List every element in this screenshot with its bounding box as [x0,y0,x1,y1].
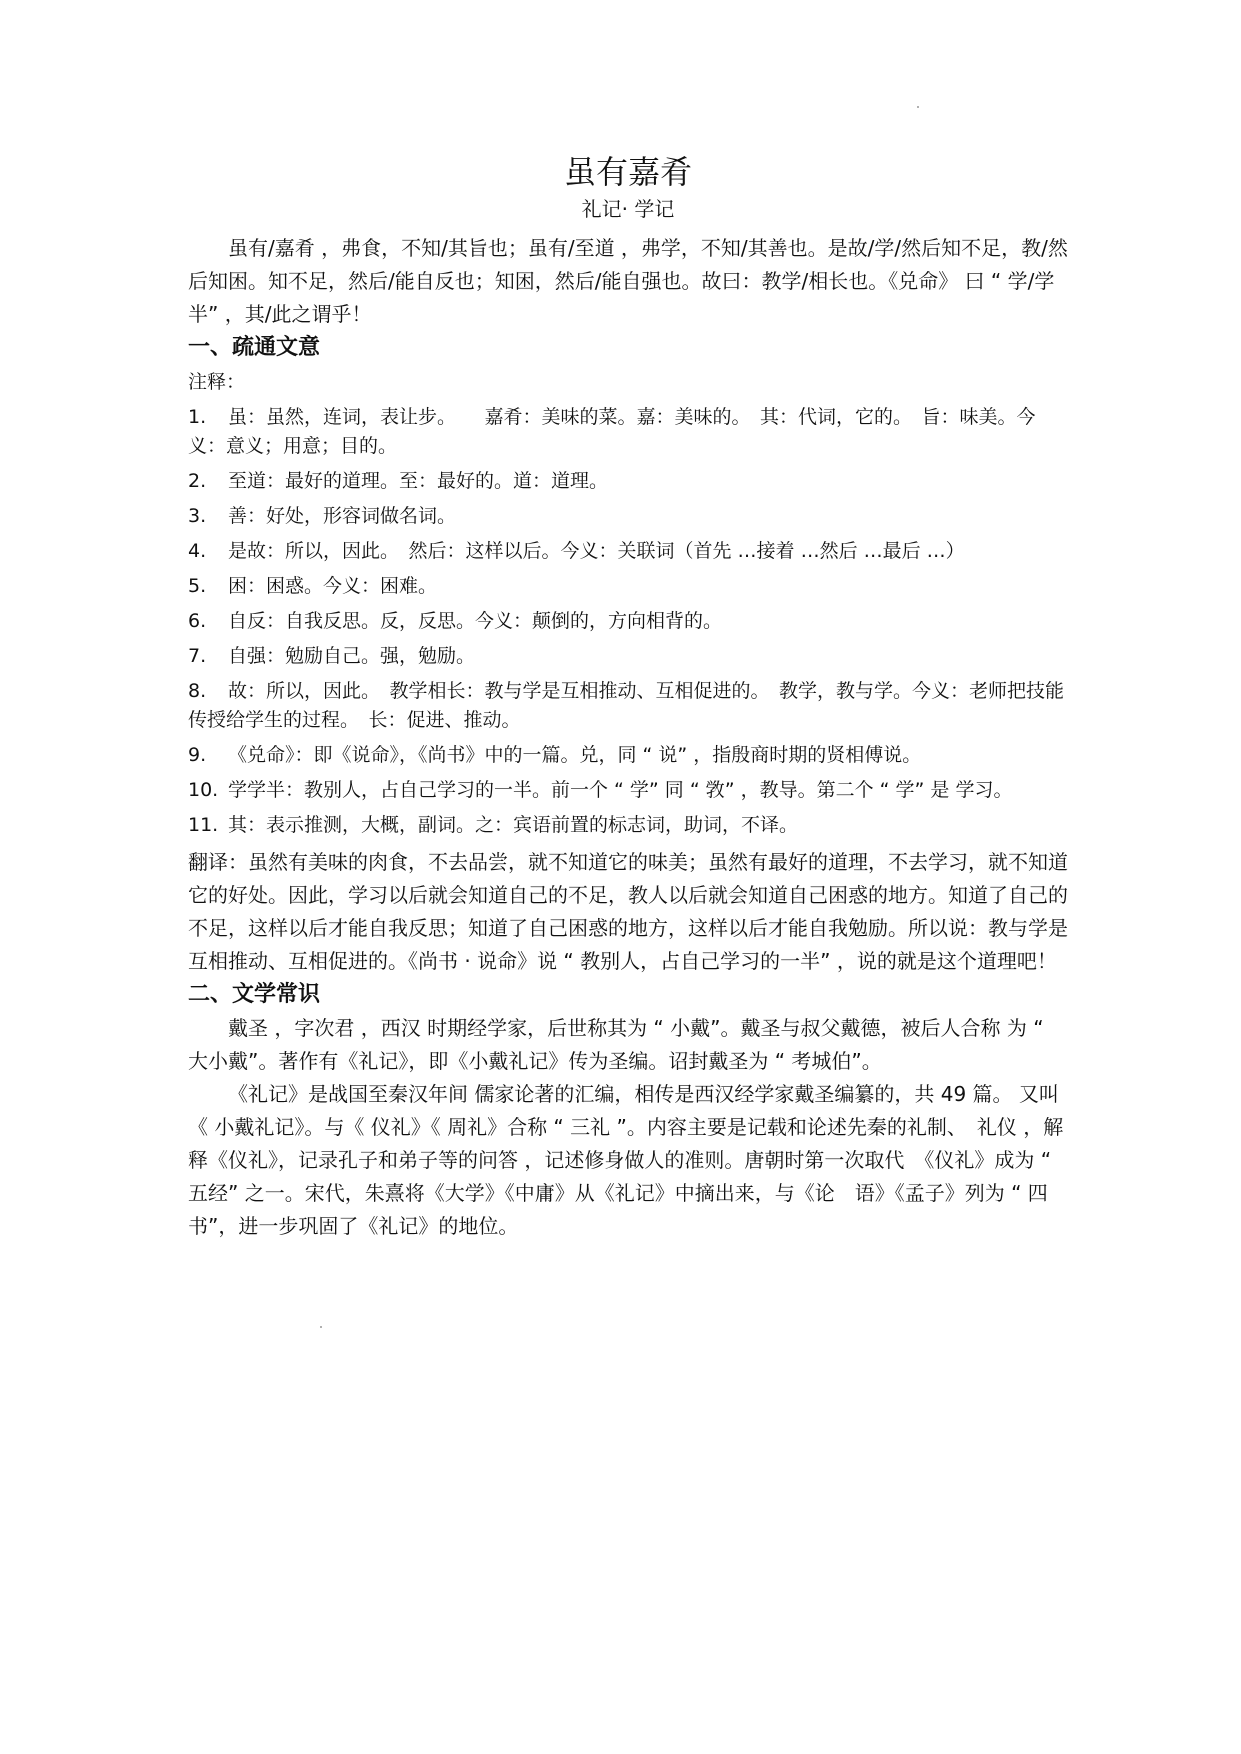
notes-label: 注释： [188,371,246,393]
note-number: 1. [188,406,207,428]
document-page [188,150,1068,1243]
note-number: 11. [188,814,219,836]
document-subtitle: 礼记· 学记 [581,197,675,221]
note-number: 3. [188,505,207,527]
note-item [188,811,1068,840]
note-text: 《兑命》：即《说命》，《尚书》中的一篇。兑，同 “ 说” ，指殷商时期的贤相傅说。 [228,744,922,766]
note-item [188,607,1068,636]
note-item [188,403,1068,461]
note-text: 困：困惑。今义：困难。 [228,575,438,597]
note-text: 故：所以，因此。 教学相长：教与学是互相推动、互相促进的。 教学，教与学。今义：老师把技能传授给学生的过程。 长：促进、推动。 [188,680,1065,731]
scan-speck [320,1326,322,1328]
section-heading-2: 二、文学常识 [188,982,321,1007]
note-number: 6. [188,610,207,632]
note-item [188,502,1068,531]
note-number: 5. [188,575,207,597]
note-item [188,467,1068,496]
document-title: 虽有嘉肴 [563,153,692,191]
note-item [188,677,1068,735]
translation-paragraph: 翻译：虽然有美味的肉食，不去品尝，就不知道它的味美；虽然有最好的道理，不去学习，就不知道它的好处。因此，学习以后就会知道自己的不足，教人以后就会知道自己困惑的地方。知道了自己的不足，这样以后才能自我反思；知道了自己困惑的地方，这样以后才能自我勉励。所以说：教与学是互相推动、互相促进的。《尚书 · 说命》说 “ 教别人，占自己学习的一半” ，说的就是这个道理吧！ [188,850,1068,973]
note-number: 10. [188,779,219,801]
note-number: 4. [188,540,207,562]
original-text: 虽有/嘉肴 ，弗食，不知/其旨也；虽有/至道 ，弗学，不知/其善也。是故/学/然后知不足，教/然后知困。知不足，然后/能自反也；知困，然后/能自强也。故曰：教学/相长也。《兑命》 曰 “ 学/学半” ，其/此之谓乎！ [188,236,1068,326]
section-heading-1: 一、疏通文意 [188,335,321,360]
note-number: 8. [188,680,207,702]
note-text: 其：表示推测，大概，副词。之：宾语前置的标志词，助词，不译。 [228,814,799,836]
note-number: 2. [188,470,207,492]
scan-speck [917,106,919,108]
note-text: 善：好处，形容词做名词。 [228,505,457,527]
note-text: 虽：虽然，连词，表让步。 嘉肴：美味的菜。嘉：美味的。 其：代词，它的。 旨：味美。今义：意义；用意；目的。 [188,406,1036,457]
note-text: 学学半：教别人，占自己学习的一半。前一个 “ 学” 同 “ 敩” ，教导。第二个 “ 学” 是 学习。 [228,779,1013,801]
literature-paragraph: 《礼记》是战国至秦汉年间 儒家论著的汇编，相传是西汉经学家戴圣编纂的，共 49 篇。 又叫《 小戴礼记》。与《 仪礼》《 周礼》合称 “ 三礼 ”。内容主要是记载和论述先秦的礼制、 礼仪 ，解释《仪礼》，记录孔子和弟子等的问答 ，记述修身做人的准则。唐朝时第一次取代 《仪礼》成为 “ 五经” 之一。宋代，朱熹将《大学》《中庸》从《礼记》中摘出来，与《论 语》《孟子》列为 “ 四书”，进一步巩固了《礼记》的地位。 [188,1082,1064,1238]
note-item [188,741,1068,770]
note-text: 自反：自我反思。反，反思。今义：颠倒的，方向相背的。 [228,610,723,632]
notes-list [188,403,1068,840]
note-text: 是故：所以，因此。 然后：这样以后。今义：关联词（首先 …接着 …然后 …最后 …） [228,540,965,562]
note-item [188,776,1068,805]
note-text: 至道：最好的道理。至：最好的。道：道理。 [228,470,609,492]
note-number: 7. [188,645,207,667]
note-item [188,572,1068,601]
literature-paragraph: 戴圣 ，字次君 ，西汉 时期经学家，后世称其为 “ 小戴”。戴圣与叔父戴德，被后人合称 为 “ 大小戴”。著作有《礼记》，即《小戴礼记》传为圣编。诏封戴圣为 “ 考城伯”。 [188,1016,1044,1073]
note-item [188,537,1068,566]
note-number: 9. [188,744,207,766]
note-text: 自强：勉励自己。强，勉励。 [228,645,476,667]
note-item [188,642,1068,671]
